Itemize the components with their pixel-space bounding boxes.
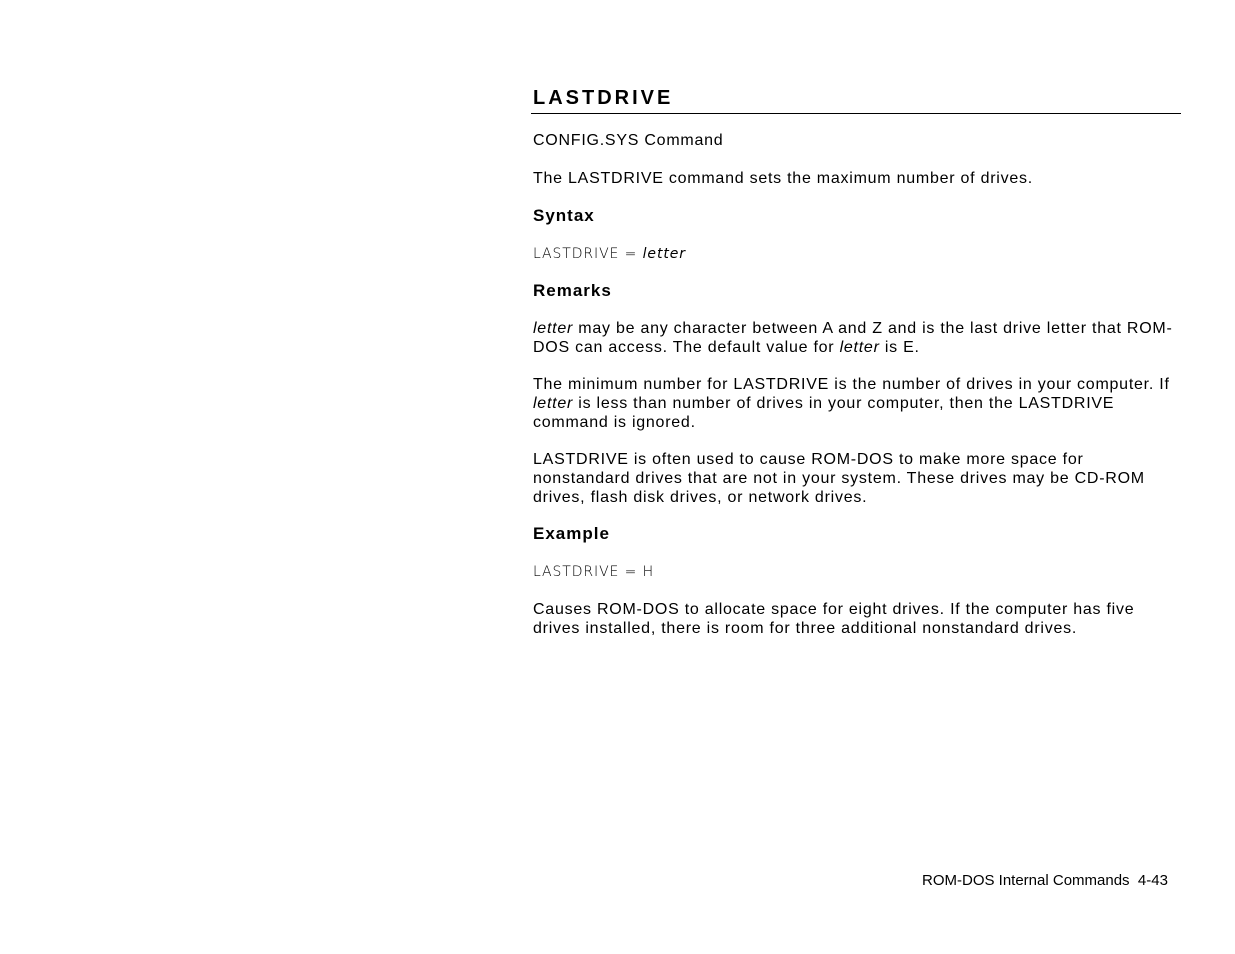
syntax-heading: Syntax (533, 206, 595, 225)
param-ref: letter (533, 320, 574, 337)
param-ref: letter (839, 339, 880, 356)
param-ref: letter (533, 395, 574, 412)
remarks-text: may be any character between A and Z and is the last drive letter that ROM-DOS can access. The default value for (533, 320, 1173, 356)
remarks-text: The minimum number for LASTDRIVE is the number of drives in your computer. If (533, 376, 1170, 393)
page-footer: ROM-DOS Internal Commands 4-43 (922, 872, 1168, 889)
example-heading: Example (533, 524, 610, 543)
remarks-text: is E. (879, 339, 920, 356)
remarks-text: is less than number of drives in your computer, then the LASTDRIVE command is ignored. (533, 395, 1115, 431)
command-type: CONFIG.SYS Command (533, 132, 724, 149)
page-title: LASTDRIVE (533, 87, 674, 109)
syntax-line (533, 245, 686, 263)
document-page (533, 86, 1181, 637)
remarks-heading: Remarks (533, 281, 612, 300)
example-command: LASTDRIVE = H (533, 564, 655, 580)
description: The LASTDRIVE command sets the maximum number of drives. (533, 170, 1033, 187)
example-explanation: Causes ROM-DOS to allocate space for eight drives. If the computer has five drives installed, there is room for three additional nonstandard drives. (533, 601, 1135, 637)
remarks-paragraph-1 (533, 319, 1181, 357)
syntax-param: letter (642, 246, 686, 262)
remarks-paragraph-2 (533, 375, 1181, 432)
title-rule (531, 113, 1181, 114)
remarks-paragraph-3: LASTDRIVE is often used to cause ROM-DOS to make more space for nonstandard drives that are not in your system. These drives may be CD-ROM drives, flash disk drives, or network drives. (533, 451, 1145, 506)
syntax-command: LASTDRIVE = (533, 246, 643, 262)
